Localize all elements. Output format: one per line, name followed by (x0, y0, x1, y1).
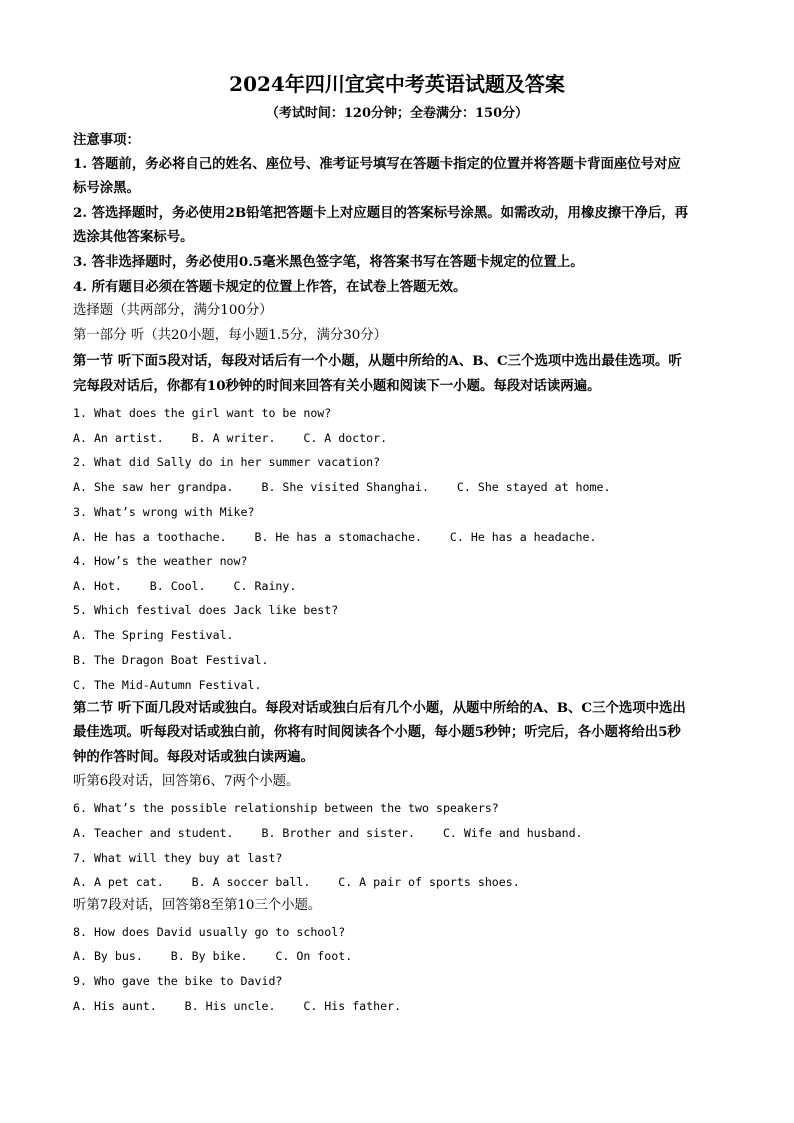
part-heading: 第一部分 听（共20小题，每小题1.5分，满分30分） (73, 328, 388, 343)
answer-options: A. His aunt. B. His uncle. C. His father. (73, 999, 402, 1013)
answer-options: A. A pet cat. B. A soccer ball. C. A pair of sports shoes. (73, 875, 520, 889)
notice-heading: 注意事项： (73, 132, 140, 148)
dialogue-instruction: 听第6段对话，回答第6、7两个小题。 (73, 774, 300, 789)
section-instruction: 第一节 听下面5段对话，每段对话后有一个小题，从题中所给的A、B、C三个选项中选出最佳选项。听 (73, 353, 682, 369)
answer-options: A. He has a toothache. B. He has a stomachache. C. He has a headache. (73, 530, 597, 544)
answer-options: A. Teacher and student. B. Brother and sister. C. Wife and husband. (73, 826, 583, 840)
question: 9. Who gave the bike to David? (73, 974, 283, 988)
answer-options: A. She saw her grandpa. B. She visited Shanghai. C. She stayed at home. (73, 480, 611, 494)
section-instruction: 第二节 听下面几段对话或独白。每段对话或独白后有几个小题，从题中所给的A、B、C三个选项中选出 (73, 700, 686, 716)
page-title: 2024年四川宜宾中考英语试题及答案 (229, 72, 565, 96)
section-instruction: 钟的作答时间。每段对话或独白读两遍。 (73, 749, 315, 765)
notice-item: 1. 答题前，务必将自己的姓名、座位号、准考证号填写在答题卡指定的位置并将答题卡背面座位号对应 (73, 156, 681, 172)
page-subtitle: （考试时间：120分钟；全卷满分：150分） (265, 106, 529, 121)
notice-item: 选涂其他答案标号。 (73, 229, 194, 245)
notice-item: 标号涂黑。 (73, 180, 140, 196)
section-instruction: 完每段对话后，你都有10秒钟的时间来回答有关小题和阅读下一小题。每段对话读两遍。 (73, 378, 601, 394)
question: 8. How does David usually go to school? (73, 925, 346, 939)
section-heading: 选择题（共两部分，满分100分） (73, 303, 273, 318)
question: 5. Which festival does Jack like best? (73, 603, 339, 617)
answer-options: A. Hot. B. Cool. C. Rainy. (73, 579, 297, 593)
answer-option: C. The Mid-Autumn Festival. (73, 678, 262, 692)
question: 1. What does the girl want to be now? (73, 406, 332, 420)
answer-options: A. An artist. B. A writer. C. A doctor. (73, 431, 388, 445)
dialogue-instruction: 听第7段对话，回答第8至第10三个小题。 (73, 898, 322, 913)
notice-item: 2. 答选择题时，务必使用2B铅笔把答题卡上对应题目的答案标号涂黑。如需改动，用橡皮擦干净后，再 (73, 205, 689, 221)
section-instruction: 最佳选项。听每段对话或独白前，你将有时间阅读各个小题，每小题5秒钟；听完后，各小题将给出5秒 (73, 724, 681, 740)
question: 2. What did Sally do in her summer vacation? (73, 455, 381, 469)
question: 4. How’s the weather now? (73, 554, 248, 568)
question: 7. What will they buy at last? (73, 851, 283, 865)
question: 6. What’s the possible relationship between the two speakers? (73, 801, 499, 815)
notice-item: 3. 答非选择题时，务必使用0.5毫米黑色签字笔，将答案书写在答题卡规定的位置上。 (73, 254, 584, 270)
question: 3. What’s wrong with Mike? (73, 505, 255, 519)
answer-option: A. The Spring Festival. (73, 628, 234, 642)
answer-option: B. The Dragon Boat Festival. (73, 653, 269, 667)
answer-options: A. By bus. B. By bike. C. On foot. (73, 949, 353, 963)
notice-item: 4. 所有题目必须在答题卡规定的位置上作答，在试卷上答题无效。 (73, 279, 467, 295)
